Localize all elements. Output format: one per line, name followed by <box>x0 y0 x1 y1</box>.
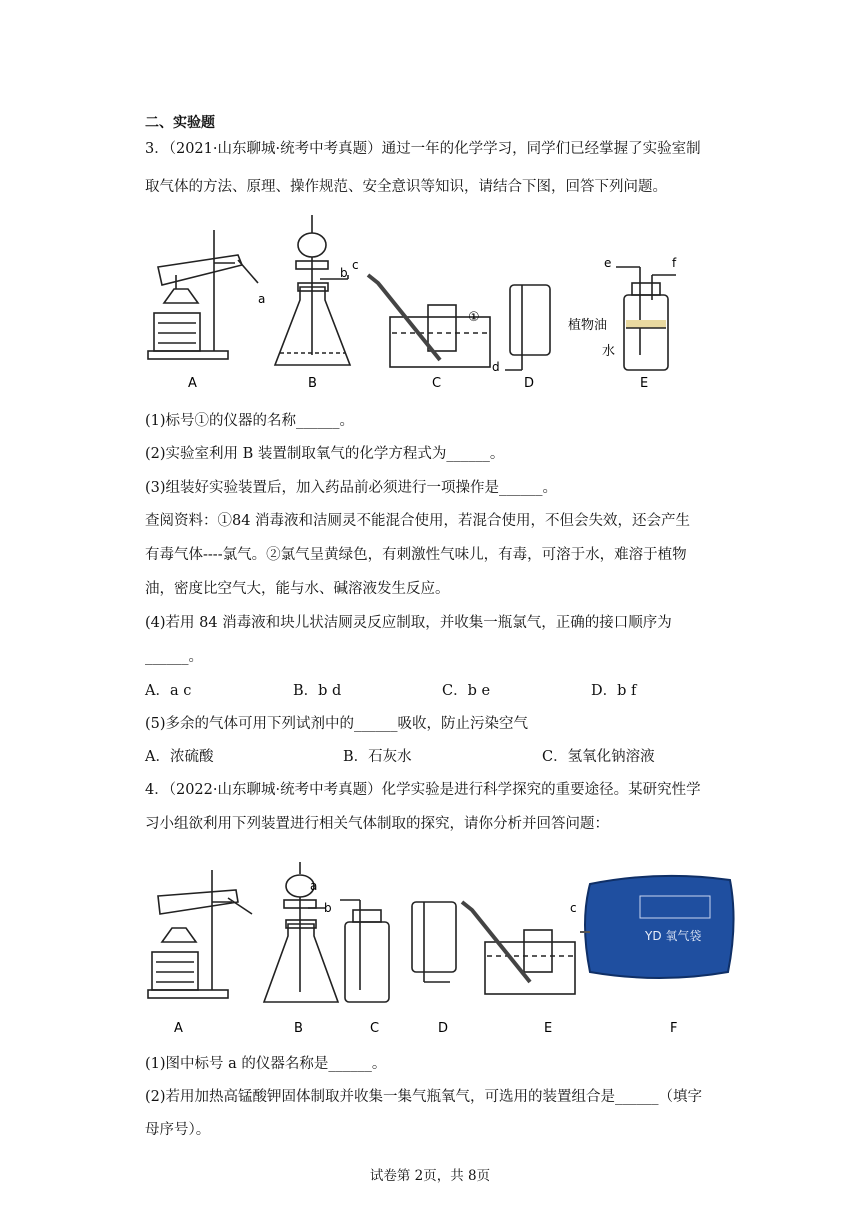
q3-port-c: c <box>352 258 359 272</box>
apparatus-q4-a-drawing <box>148 870 252 998</box>
q3-label-b: B <box>308 376 317 391</box>
q3-apparatus-figure <box>140 205 680 395</box>
q3-stem-line2: 取气体的方法、原理、操作规范、安全意识等知识，请结合下图，回答下列问题。 <box>145 179 667 195</box>
q3-p4-option-d: D．b f <box>591 683 637 699</box>
q3-port-a: a <box>258 292 266 306</box>
q4-port-b: b <box>324 901 332 915</box>
q4-part1: (1)图中标号 a 的仪器名称是______。 <box>145 1056 387 1072</box>
q3-label-c: C <box>432 376 442 391</box>
apparatus-a-drawing <box>148 230 258 359</box>
q4-label-a: A <box>174 1021 183 1036</box>
q4-label-c: C <box>370 1021 380 1036</box>
q4-port-c: c <box>570 901 577 915</box>
q4-apparatus-figure <box>140 862 740 1044</box>
q3-p4-option-c: C．b e <box>442 683 491 699</box>
q3-part2: (2)实验室利用 B 装置制取氧气的化学方程式为______。 <box>145 446 505 462</box>
gas-bag-drawing <box>580 876 734 978</box>
gas-bag-text: YD 氧气袋 <box>645 929 702 943</box>
q3-label-e: E <box>640 376 649 391</box>
page-footer: 试卷第 2页，共 8页 <box>369 1168 491 1184</box>
q4-part2-line2: 母序号）。 <box>145 1122 211 1138</box>
q4-part2-line1: (2)若用加热高锰酸钾固体制取并收集一集气瓶氧气，可选用的装置组合是______（填字 <box>145 1089 703 1105</box>
q4-port-a: a <box>310 879 318 893</box>
q3-port-d: d <box>492 360 500 374</box>
q3-p5-option-a: A．浓硫酸 <box>145 749 214 765</box>
apparatus-b-drawing <box>275 215 350 365</box>
q3-info-line1: 查阅资料：①84 消毒液和洁厕灵不能混合使用，若混合使用，不但会失效，还会产生 <box>145 513 691 529</box>
q3-label-d: D <box>524 376 535 391</box>
q4-label-e: E <box>544 1021 553 1036</box>
q3-port-e: e <box>604 256 612 270</box>
q3-port-b: b <box>340 266 348 280</box>
q3-part4-line2: ______。 <box>145 649 203 665</box>
q4-label-f: F <box>670 1021 678 1036</box>
q3-p4-option-b: B．b d <box>293 683 342 699</box>
apparatus-e-drawing <box>616 267 676 370</box>
apparatus-q4-b-drawing <box>264 862 338 1002</box>
q3-water-label: 水 <box>602 344 616 359</box>
q3-port-f: f <box>672 256 677 270</box>
q4-label-d: D <box>438 1021 449 1036</box>
q3-part3: (3)组装好实验装置后，加入药品前必须进行一项操作是______。 <box>145 480 558 496</box>
section-title: 二、实验题 <box>145 115 215 131</box>
q3-part4-line1: (4)若用 84 消毒液和块儿状洁厕灵反应制取，并收集一瓶氯气，正确的接口顺序为 <box>145 615 672 631</box>
apparatus-q4-e-drawing <box>462 902 575 994</box>
q3-p5-option-c: C．氢氧化钠溶液 <box>542 749 655 765</box>
q3-oil-label: 植物油 <box>568 318 608 333</box>
q3-info-line2: 有毒气体----氯气。②氯气呈黄绿色，有刺激性气味儿，有毒，可溶于水，难溶于植物 <box>145 547 687 563</box>
apparatus-d-drawing <box>505 285 550 370</box>
q3-p4-option-a: A．a c <box>145 683 192 699</box>
q4-label-b: B <box>294 1021 303 1036</box>
q3-part5: (5)多余的气体可用下列试剂中的______吸收，防止污染空气 <box>145 716 529 732</box>
q3-circle-label: ① <box>468 310 480 325</box>
q3-part1: (1)标号①的仪器的名称______。 <box>145 413 355 429</box>
q3-label-a: A <box>188 376 197 391</box>
q3-stem-line1: 3．（2021·山东聊城·统考中考真题）通过一年的化学学习，同学们已经掌握了实验室制 <box>145 141 701 157</box>
q4-stem-line1: 4．（2022·山东聊城·统考中考真题）化学实验是进行科学探究的重要途径。某研究性学 <box>145 782 701 798</box>
apparatus-q4-d-drawing <box>412 902 456 982</box>
q3-p5-option-b: B．石灰水 <box>343 749 412 765</box>
q3-info-line3: 油，密度比空气大，能与水、碱溶液发生反应。 <box>145 581 450 597</box>
apparatus-q4-c-drawing <box>340 900 389 1002</box>
q4-stem-line2: 习小组欲利用下列装置进行相关气体制取的探究，请你分析并回答问题： <box>145 816 609 832</box>
